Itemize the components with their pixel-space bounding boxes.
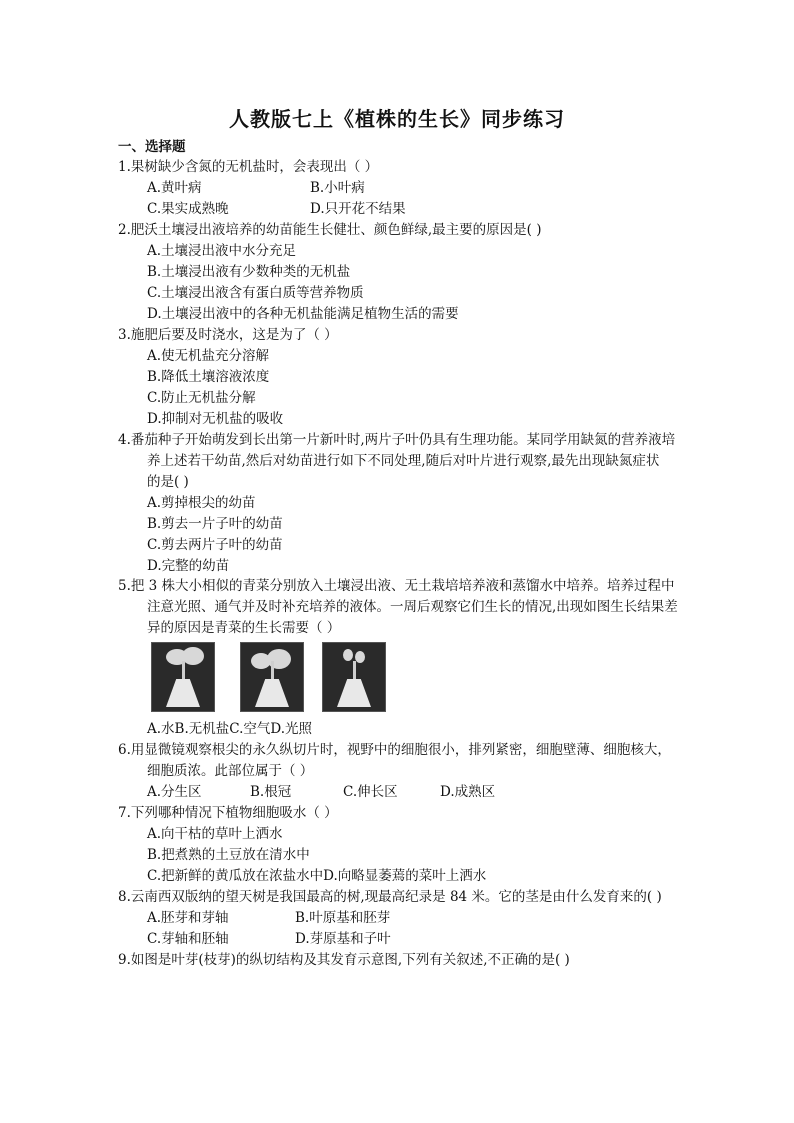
- question-5-stem-line-1: 5.把 3 株大小相似的青菜分别放入土壤浸出液、无土栽培培养液和蒸馏水中培养。培养过程中: [118, 578, 675, 594]
- question-3-option-b: B.降低土壤溶液浓度: [147, 369, 270, 385]
- question-5-stem-line-3: 异的原因是青菜的生长需要（ ）: [147, 620, 341, 636]
- seedling-photo-distilled-water: [322, 642, 386, 712]
- question-1-option-d: D.只开花不结果: [310, 201, 406, 217]
- question-5-stem-line-2: 注意光照、通气并及时补充培养的液体。一周后观察它们生长的情况,出现如图生长结果差: [147, 599, 678, 615]
- question-7-option-b: B.把煮熟的土豆放在清水中: [147, 847, 310, 863]
- question-5-options: A.水B.无机盐C.空气D.光照: [147, 721, 313, 737]
- question-6-stem-line-1: 6.用显微镜观察根尖的永久纵切片时，视野中的细胞很小，排列紧密，细胞壁薄、细胞核大，: [118, 742, 671, 758]
- question-7-option-a: A.向干枯的草叶上洒水: [147, 826, 283, 842]
- question-8-option-a: A.胚芽和芽轴: [147, 910, 229, 926]
- section-heading: 一、选择题: [118, 139, 186, 155]
- question-2-option-b: B.土壤浸出液有少数种类的无机盐: [147, 264, 351, 280]
- question-1-option-c: C.果实成熟晚: [147, 201, 229, 217]
- page-title: 人教版七上《植株的生长》同步练习: [229, 107, 565, 131]
- question-3-option-c: C.防止无机盐分解: [147, 390, 256, 406]
- seedling-photo-hydroponic-solution: [240, 642, 304, 712]
- question-2-option-a: A.土壤浸出液中水分充足: [147, 243, 297, 259]
- question-7-option-cd: C.把新鲜的黄瓜放在浓盐水中D.向略显萎蔫的菜叶上洒水: [147, 868, 487, 884]
- question-1-option-a: A.黄叶病: [147, 180, 202, 196]
- question-4-option-d: D.完整的幼苗: [147, 558, 230, 574]
- question-8-option-d: D.芽原基和子叶: [295, 931, 391, 947]
- question-2-option-c: C.土壤浸出液含有蛋白质等营养物质: [147, 285, 364, 301]
- seedling-photo-soil-extract: [151, 642, 215, 712]
- question-6-option-c: C.伸长区: [343, 784, 398, 800]
- question-3-option-d: D.抑制对无机盐的吸收: [147, 411, 284, 427]
- question-2-stem: 2.肥沃土壤浸出液培养的幼苗能生长健壮、颜色鲜绿,最主要的原因是( ): [118, 222, 542, 238]
- question-1-option-b: B.小叶病: [310, 180, 365, 196]
- question-4-option-a: A.剪掉根尖的幼苗: [147, 495, 256, 511]
- question-6-option-b: B.根冠: [250, 784, 292, 800]
- question-8-option-c: C.芽轴和胚轴: [147, 931, 229, 947]
- question-1-stem: 1.果树缺少含氮的无机盐时，会表现出（ ）: [118, 159, 379, 175]
- question-4-option-c: C.剪去两片子叶的幼苗: [147, 537, 283, 553]
- question-8-option-b: B.叶原基和胚芽: [295, 910, 391, 926]
- question-4-stem-line-1: 4.番茄种子开始萌发到长出第一片新叶时,两片子叶仍具有生理功能。某同学用缺氮的营养液培: [118, 432, 676, 448]
- question-9-stem: 9.如图是叶芽(枝芽)的纵切结构及其发育示意图,下列有关叙述,不正确的是( ): [118, 952, 570, 968]
- question-4-stem-line-3: 的是( ): [147, 474, 189, 490]
- question-4-stem-line-2: 养上述若干幼苗,然后对幼苗进行如下不同处理,随后对叶片进行观察,最先出现缺氮症状: [147, 453, 660, 469]
- question-6-option-a: A.分生区: [147, 784, 202, 800]
- question-3-stem: 3.施肥后要及时浇水，这是为了（ ）: [118, 327, 338, 343]
- question-2-option-d: D.土壤浸出液中的各种无机盐能满足植物生活的需要: [147, 306, 459, 322]
- question-3-option-a: A.使无机盐充分溶解: [147, 348, 270, 364]
- question-7-stem: 7.下列哪种情况下植物细胞吸水（ ）: [118, 805, 338, 821]
- question-6-option-d: D.成熟区: [440, 784, 496, 800]
- question-6-stem-line-2: 细胞质浓。此部位属于（ ）: [147, 763, 314, 779]
- question-8-stem: 8.云南西双版纳的望天树是我国最高的树,现最高纪录是 84 米。它的茎是由什么发育来的( ): [118, 889, 662, 905]
- question-4-option-b: B.剪去一片子叶的幼苗: [147, 516, 283, 532]
